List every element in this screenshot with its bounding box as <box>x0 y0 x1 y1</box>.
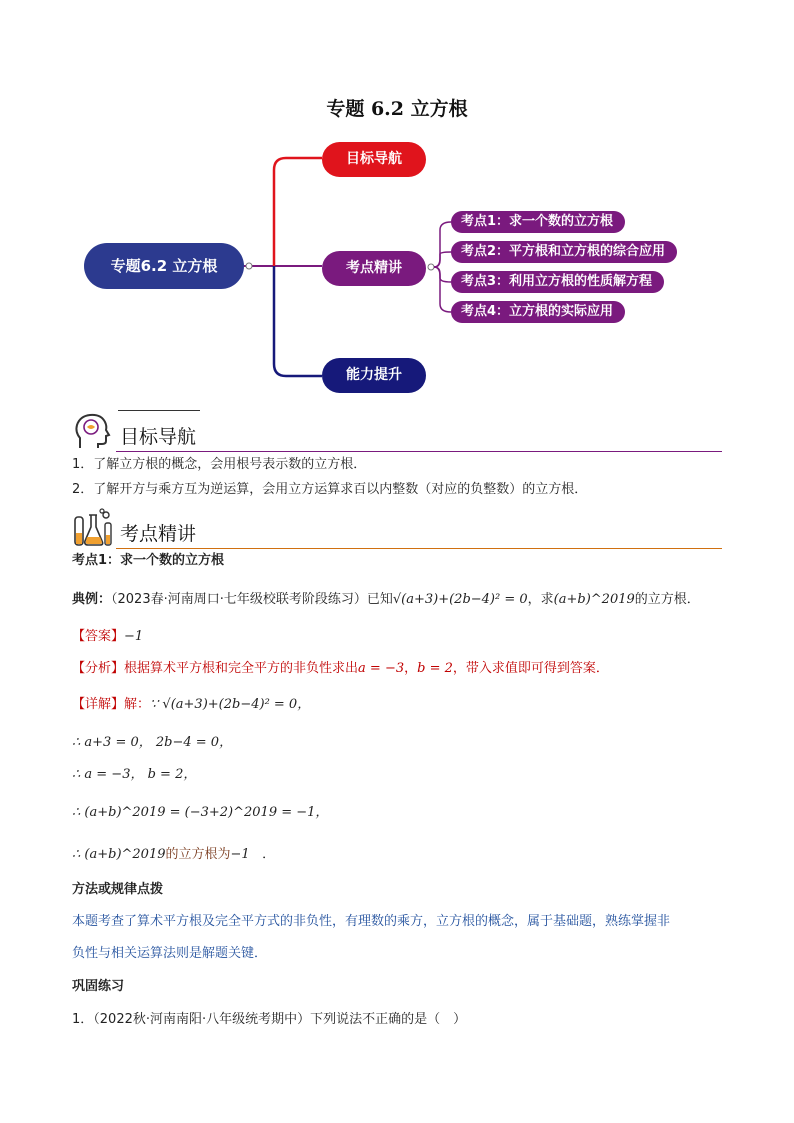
practice-question-1: 1．（2022秋·河南南阳·八年级统考期中）下列说法不正确的是（ ） <box>72 1012 467 1027</box>
mindmap-branch-lecture: 考点精讲 <box>322 251 426 286</box>
example-source: （2023春·河南周口·七年级校联考阶段练习）已知 <box>111 592 393 607</box>
method-line-2: 负性与相关运算法则是解题关键． <box>72 946 268 961</box>
section-goals-underline <box>116 451 722 452</box>
detail-start: 解： <box>124 697 151 712</box>
mindmap-point-1: 考点1：求一个数的立方根 <box>451 211 625 233</box>
detail-line <box>72 695 310 715</box>
section-goals-header <box>72 410 722 452</box>
example-expression: √(a+3)+(2b−4)² = 0 <box>392 592 528 607</box>
answer-line <box>72 627 143 647</box>
analysis-text: 根据算术平方根和完全平方的非负性求出 <box>124 661 359 676</box>
practice-title: 巩固练习 <box>72 979 125 994</box>
header-topline <box>118 410 200 411</box>
detail-step-2: ∴ a+3 = 0， 2b−4 = 0， <box>72 735 233 750</box>
mindmap-connectors <box>0 0 794 420</box>
analysis-a: a = −3 <box>358 661 405 676</box>
mindmap-root: 专题6.2 立方根 <box>84 243 244 289</box>
detail-tag: 【详解】 <box>72 697 125 712</box>
detail-step-3: ∴ a = −3， b = 2， <box>72 767 197 782</box>
final-end: ． <box>262 847 276 862</box>
head-brain-icon <box>72 410 114 452</box>
answer-value: −1 <box>124 629 144 644</box>
example-line <box>72 590 700 610</box>
analysis-end: ，带入求值即可得到答案． <box>452 661 609 676</box>
mindmap-point-4: 考点4：立方根的实际应用 <box>451 301 625 323</box>
analysis-line <box>72 659 609 679</box>
example-mid: ，求 <box>527 592 554 607</box>
final-text: 的立方根为 <box>165 847 231 862</box>
section-goals-title: 目标导航 <box>120 426 197 448</box>
analysis-sep: ， <box>404 661 418 676</box>
goal-item-2: 2．了解开方与乘方互为逆运算，会用立方运算求百以内整数（对应的负整数）的立方根． <box>72 482 588 497</box>
mindmap-point-3: 考点3：利用立方根的性质解方程 <box>451 271 664 293</box>
section-lecture-header <box>72 507 722 549</box>
mindmap-branch-goals: 目标导航 <box>322 142 426 177</box>
final-line <box>72 845 275 865</box>
detail-step-4: ∴ (a+b)^2019 = (−3+2)^2019 = −1， <box>72 805 329 820</box>
final-prefix: ∴ (a+b)^2019 <box>72 847 166 862</box>
analysis-tag: 【分析】 <box>72 661 125 676</box>
example-end: 的立方根． <box>634 592 700 607</box>
detail-step-1: ∵ √(a+3)+(2b−4)² = 0， <box>150 697 311 712</box>
flask-icon <box>72 507 114 549</box>
section-lecture-underline <box>116 548 722 549</box>
method-line-1: 本题考查了算术平方根及完全平方式的非负性，有理数的乘方，立方根的概念，属于基础题，熟练掌握非 <box>72 914 671 929</box>
answer-tag: 【答案】 <box>72 629 125 644</box>
mindmap-point-2: 考点2：平方根和立方根的综合应用 <box>451 241 677 263</box>
mindmap-branch-ability: 能力提升 <box>322 358 426 393</box>
page-title: 专题 6.2 立方根 <box>326 98 468 120</box>
method-title: 方法或规律点拨 <box>72 882 164 897</box>
analysis-b: b = 2 <box>417 661 453 676</box>
section-lecture-title: 考点精讲 <box>120 523 197 545</box>
example-expression-2: (a+b)^2019 <box>553 592 635 607</box>
goal-item-1: 1．了解立方根的概念，会用根号表示数的立方根． <box>72 457 367 472</box>
example-label: 典例： <box>72 592 112 607</box>
final-value: −1 <box>230 847 250 862</box>
point-title: 考点1：求一个数的立方根 <box>72 553 225 568</box>
